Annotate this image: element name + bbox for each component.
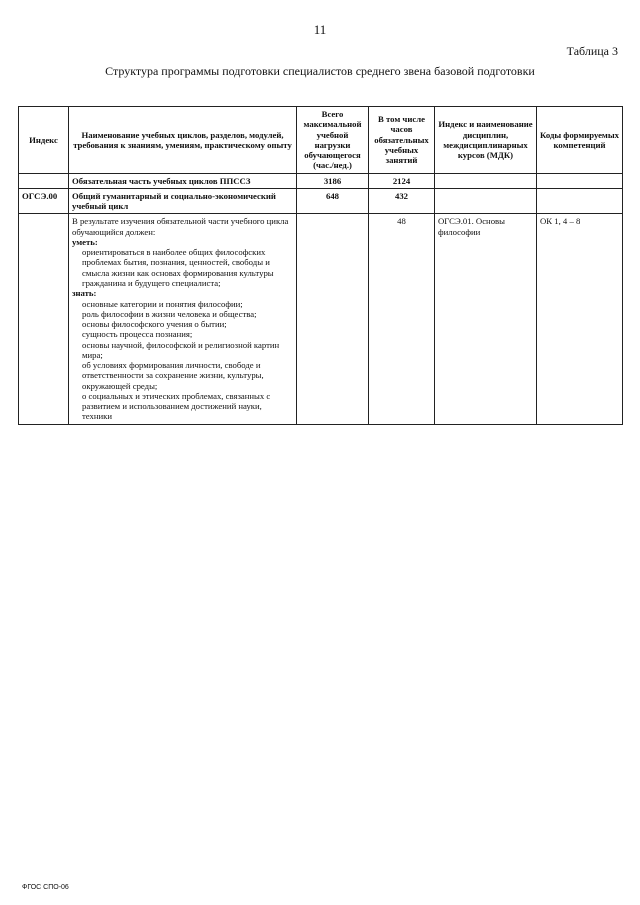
requirements-intro: В результате изучения обязательной части учебного цикла обучающийся должен: [72,216,289,237]
table-header-row [19,107,623,174]
header-name: Наименование учебных циклов, разделов, модулей, требования к знаниям, умениям, практическому опыту [69,107,297,174]
knowledge-label: знать: [72,288,97,299]
footer-code: ФГОС СПО-06 [22,884,69,891]
cell-max-load: 648 [297,188,369,214]
program-structure-table [18,106,623,425]
cell-competencies [537,188,623,214]
knowledge-item: сущность процесса познания; [82,329,193,340]
skills-label: уметь: [72,236,98,247]
table-row-philosophy [19,214,623,424]
cell-name: Общий гуманитарный и социально-экономический учебный цикл [69,188,297,214]
knowledge-item: основные категории и понятия философии; [82,298,243,309]
knowledge-item: об условиях формирования личности, свободе и ответственности за сохранение жизни, культуры, окружающей среды; [82,360,264,391]
knowledge-item: основы философского учения о бытии; [82,319,227,330]
cell-mandatory-hours: 2124 [369,173,435,188]
cell-name: Обязательная часть учебных циклов ППССЗ [69,173,297,188]
cell-mandatory-hours: 48 [369,214,435,424]
skill-item: ориентироваться в наиболее общих философских проблемах бытия, познания, ценностей, свободы и смысла жизни как основах формирования культуры гражданина и будущего специалиста; [82,247,274,288]
cell-disciplines [435,173,537,188]
cell-mandatory-hours: 432 [369,188,435,214]
cell-max-load [297,214,369,424]
table-row-cycle [19,188,623,214]
knowledge-item: роль философии в жизни человека и общества; [82,308,257,319]
cell-index: ОГСЭ.00 [19,188,69,214]
header-competencies: Коды формируемых компетенций [537,107,623,174]
cell-disciplines: ОГСЭ.01. Основы философии [435,214,537,424]
cell-requirements [69,214,297,424]
table-row-total [19,173,623,188]
header-disciplines: Индекс и наименование дисциплин, междисциплинарных курсов (МДК) [435,107,537,174]
knowledge-item: основы научной, философской и религиозной картин мира; [82,339,280,360]
header-mandatory-hours: В том числе часов обязательных учебных занятий [369,107,435,174]
header-max-load: Всего максимальной учебной нагрузки обучающегося (час./нед.) [297,107,369,174]
page-number: 11 [313,22,327,37]
header-index: Индекс [19,107,69,174]
knowledge-item: о социальных и этических проблемах, связанных с развитием и использованием достижений науки, техники [82,390,271,422]
table-label: Таблица 3 [566,44,618,58]
cell-competencies: ОК 1, 4 – 8 [537,214,623,424]
cell-disciplines [435,188,537,214]
cell-index [19,214,69,424]
cell-index [19,173,69,188]
cell-competencies [537,173,623,188]
page-title: Структура программы подготовки специалистов среднего звена базовой подготовки [105,64,535,78]
cell-max-load: 3186 [297,173,369,188]
